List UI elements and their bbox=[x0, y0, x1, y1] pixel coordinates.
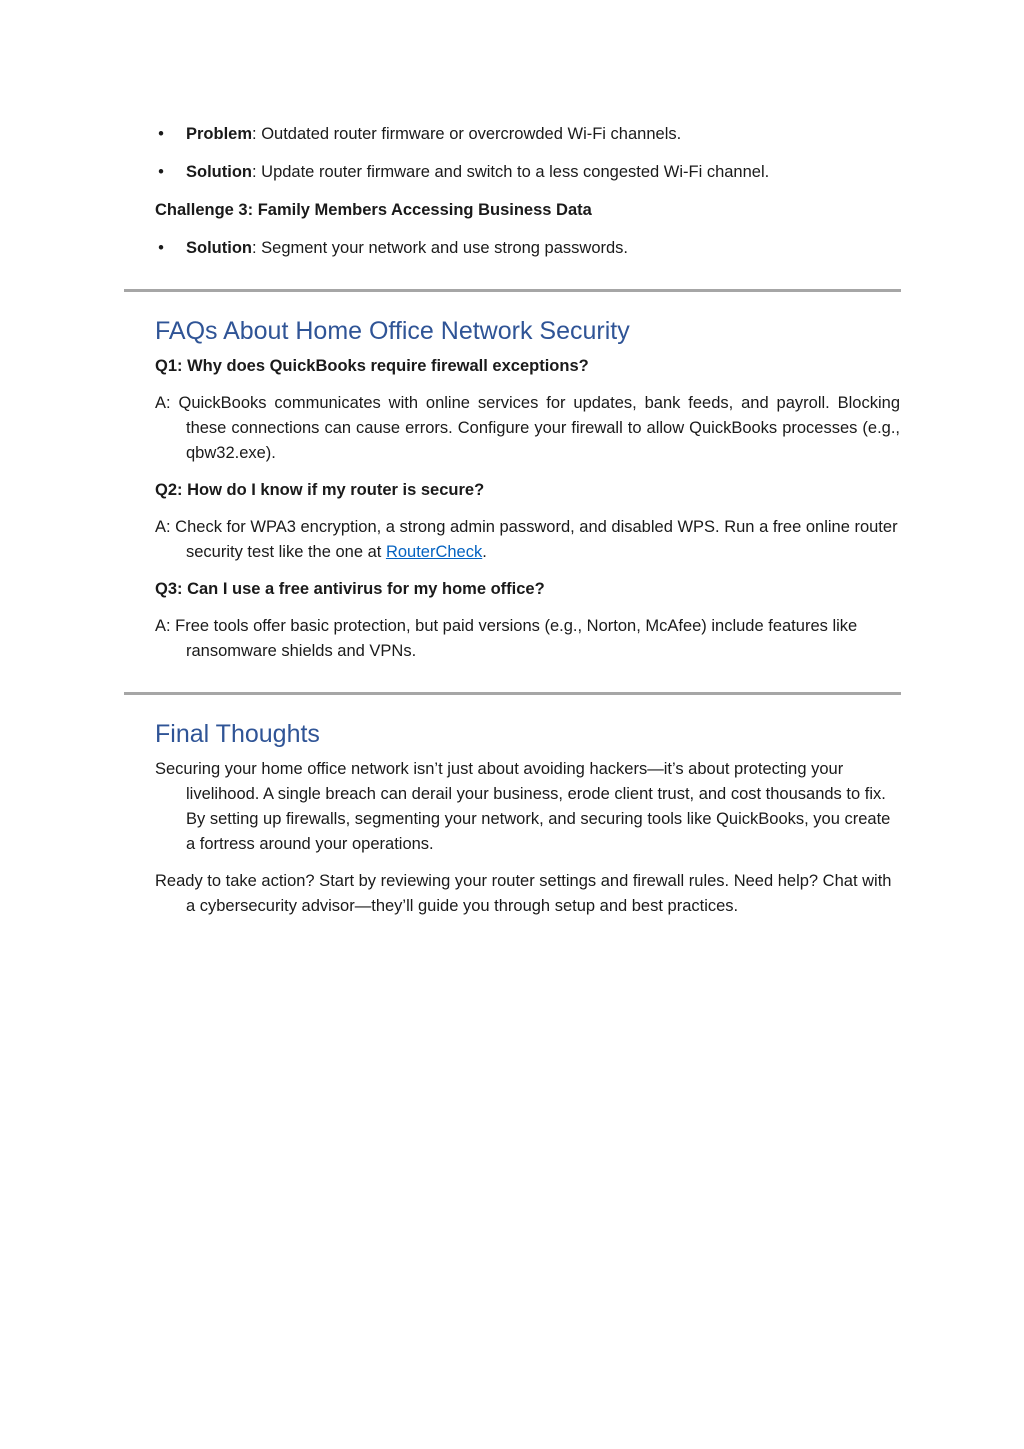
bullet-problem bbox=[155, 122, 900, 147]
bullet-dot: • bbox=[158, 163, 164, 181]
bullet-solution bbox=[155, 160, 900, 185]
faq-question-3: Q3: Can I use a free antivirus for my home office? bbox=[155, 580, 545, 598]
faq-answer-2 bbox=[155, 515, 900, 565]
horizontal-divider bbox=[124, 289, 901, 292]
challenge-3-heading: Challenge 3: Family Members Accessing Business Data bbox=[155, 201, 592, 219]
faq-question-1: Q1: Why does QuickBooks require firewall exceptions? bbox=[155, 357, 589, 375]
faqs-heading: FAQs About Home Office Network Security bbox=[155, 317, 630, 345]
final-paragraph-2: Ready to take action? Start by reviewing your router settings and firewall rules. Need help? Chat with a cybersecurity advisor—they’ll guide you through setup and best practices. bbox=[155, 872, 892, 915]
problem-text: : Outdated router firmware or overcrowded Wi-Fi channels. bbox=[252, 125, 682, 143]
faq-answer-3: A: Free tools offer basic protection, but paid versions (e.g., Norton, McAfee) include features like ransomware shields and VPNs. bbox=[155, 617, 858, 660]
solution-text: : Update router firmware and switch to a less congested Wi-Fi channel. bbox=[251, 163, 770, 181]
final-paragraph-1: Securing your home office network isn’t just about avoiding hackers—it’s about protecting your livelihood. A single breach can derail your business, erode client trust, and cost thousands to fix. By setting up firewalls, segmenting your network, and securing tools like QuickBooks, you create a fortress around your operations. bbox=[155, 760, 891, 853]
solution-label: Solution bbox=[186, 163, 252, 181]
bullet-challenge-3-solution bbox=[155, 236, 900, 261]
solution-label: Solution bbox=[186, 239, 252, 257]
faq-answer-2-text: A: Check for WPA3 encryption, a strong admin password, and disabled WPS. Run a free online router security test like the one at bbox=[155, 518, 898, 561]
bullet-dot: • bbox=[158, 125, 164, 143]
document-page bbox=[155, 122, 900, 931]
faq-answer-2-end: . bbox=[482, 543, 487, 561]
horizontal-divider bbox=[124, 692, 901, 695]
problem-label: Problem bbox=[186, 125, 253, 143]
faq-answer-1: A: QuickBooks communicates with online services for updates, bank feeds, and payroll. Blocking these connections can cause errors. Configure your firewall to allow QuickBooks processes (e.g., qbw32.exe). bbox=[155, 394, 900, 462]
faq-question-2: Q2: How do I know if my router is secure? bbox=[155, 481, 485, 499]
bullet-dot: • bbox=[158, 239, 164, 257]
routercheck-link[interactable]: RouterCheck bbox=[385, 543, 483, 561]
solution-text: : Segment your network and use strong passwords. bbox=[251, 239, 629, 257]
final-thoughts-heading: Final Thoughts bbox=[155, 720, 320, 748]
